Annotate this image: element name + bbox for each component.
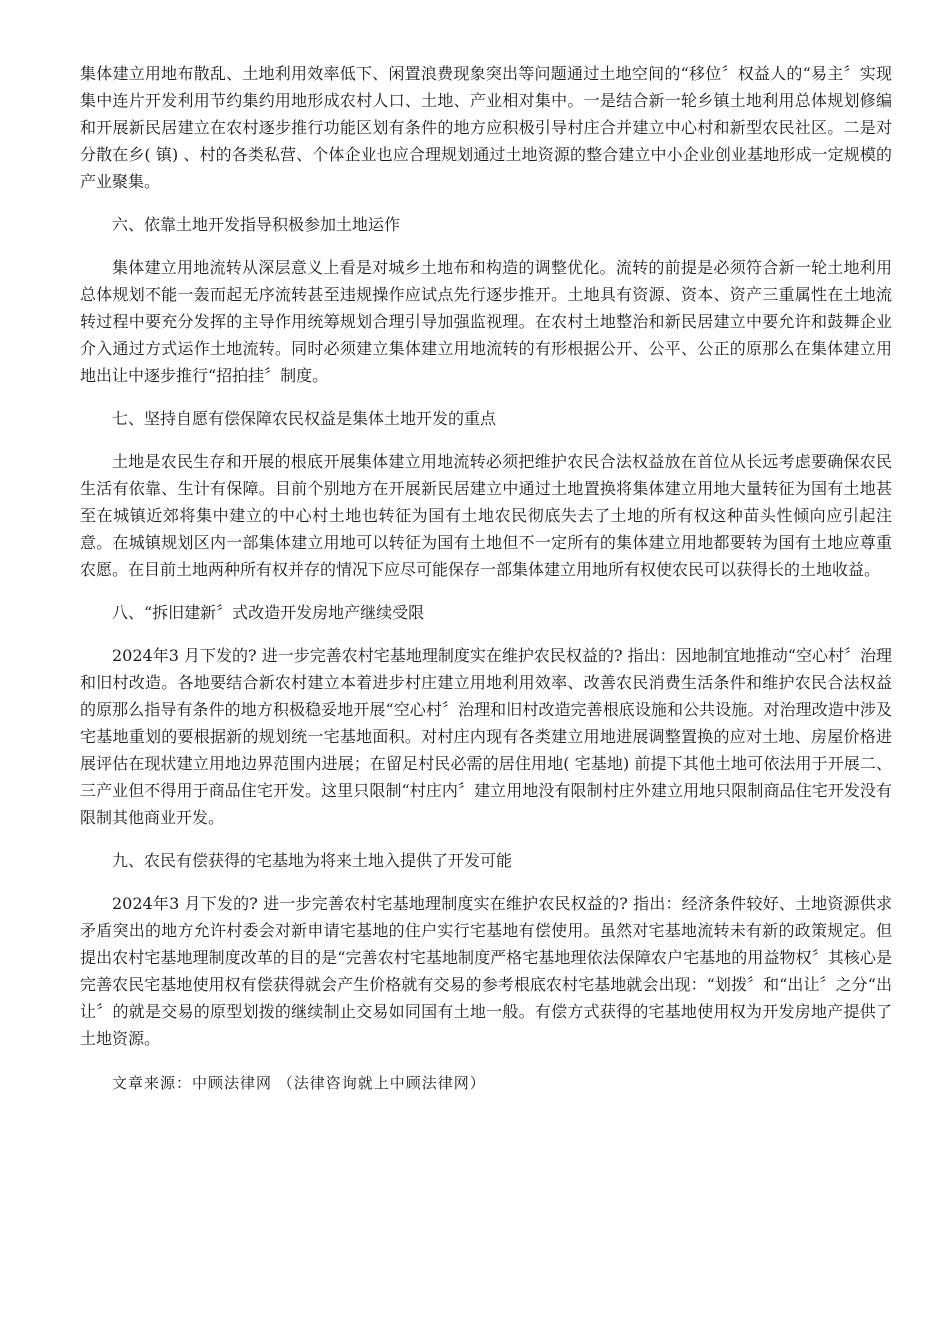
- section-heading-7: 七、坚持自愿有偿保障农民权益是集体土地开发的重点: [112, 409, 497, 428]
- section-heading-9: 九、农民有偿获得的宅基地为将来土地入提供了开发可能: [112, 851, 513, 870]
- article-source: 文章来源：中顾法律网 （法律咨询就上中顾法律网）: [112, 1074, 486, 1092]
- paragraph-section-9: 2024年3 月下发的? 进一步完善农村宅基地理制度实在维护农民权益的? 指出：经济条件较好、土地资源供求矛盾突出的地方允许村委会对新申请宅基地的住户实行宅基地有偿使用。虽然对宅基地流转未有新的政策规定。但提出农村宅基地理制度改革的目的是“完善农村宅基地制度严格宅基地理依法保障农户宅基地的用益物权〞其核心是完善农民宅基地使用权有偿获得就会产生价格就有交易的参考根底农村宅基地就会出现：“划拨〞和“出让〞之分“出让〞的就是交易的原型划拨的继续制止交易如同国有土地一般。有偿方式获得的宅基地使用权为开发房地产提供了土地资源。: [80, 894, 892, 1048]
- document-page: [80, 60, 892, 1097]
- paragraph-section-8: 2024年3 月下发的? 进一步完善农村宅基地理制度实在维护农民权益的? 指出：因地制宜地推动“空心村〞治理和旧村改造。各地要结合新农村建立本着进步村庄建立用地利用效率、改善农民消费生活条件和维护农民合法权益的原那么指导有条件的地方积极稳妥地开展“空心村〞治理和旧村改造完善根底设施和公共设施。对治理改造中涉及宅基地重划的要根据新的规划统一宅基地面积。对村庄内现有各类建立用地进展调整置换的应对土地、房屋价格进展评估在现状建立用地边界范围内进展；在留足村民必需的居住用地( 宅基地) 前提下其他土地可依法用于开展二、三产业但不得用于商品住宅开发。这里只限制“村庄内〞建立用地没有限制村庄外建立用地只限制商品住宅开发没有限制其他商业开发。: [80, 646, 892, 827]
- paragraph-continued: 集体建立用地布散乱、土地利用效率低下、闲置浪费现象突出等问题通过土地空间的“移位〞权益人的“易主〞实现集中连片开发利用节约集约用地形成农村人口、土地、产业相对集中。一是结合新一轮乡镇土地利用总体规划修编和开展新民居建立在农村逐步推行功能区划有条件的地方应积极引导村庄合并建立中心村和新型农民社区。二是对分散在乡( 镇) 、村的各类私营、个体企业也应合理规划通过土地资源的整合建立中小企业创业基地形成一定规模的产业聚集。: [80, 64, 892, 191]
- section-heading-6: 六、依靠土地开发指导积极参加土地运作: [112, 215, 401, 234]
- paragraph-section-7: 土地是农民生存和开展的根底开展集体建立用地流转必须把维护农民合法权益放在首位从长远考虑要确保农民生活有依靠、生计有保障。目前个别地方在开展新民居建立中通过土地置换将集体建立用地大量转征为国有土地甚至在城镇近郊将集中建立的中心村土地也转征为国有土地农民彻底失去了土地的所有权这种苗头性倾向应引起注意。在城镇规划区内一部集体建立用地可以转征为国有土地但不一定所有的集体建立用地都要转为国有土地应尊重农愿。在目前土地两种所有权并存的情况下应尽可能保存一部集体建立用地所有权使农民可以获得长的土地收益。: [80, 452, 892, 579]
- paragraph-section-6: 集体建立用地流转从深层意义上看是对城乡土地布和构造的调整优化。流转的前提是必须符合新一轮土地利用总体规划不能一轰而起无序流转甚至违规操作应试点先行逐步推开。土地具有资源、资本、资产三重属性在土地流转过程中要充分发挥的主导作用统筹规划合理引导加强监视理。在农村土地整治和新民居建立中要允许和鼓舞企业介入通过方式运作土地流转。同时必须建立集体建立用地流转的有形根据公开、公平、公正的原那么在集体建立用地出让中逐步推行“招拍挂〞制度。: [80, 258, 892, 385]
- section-heading-8: 八、“拆旧建新〞式改造开发房地产继续受限: [112, 603, 425, 622]
